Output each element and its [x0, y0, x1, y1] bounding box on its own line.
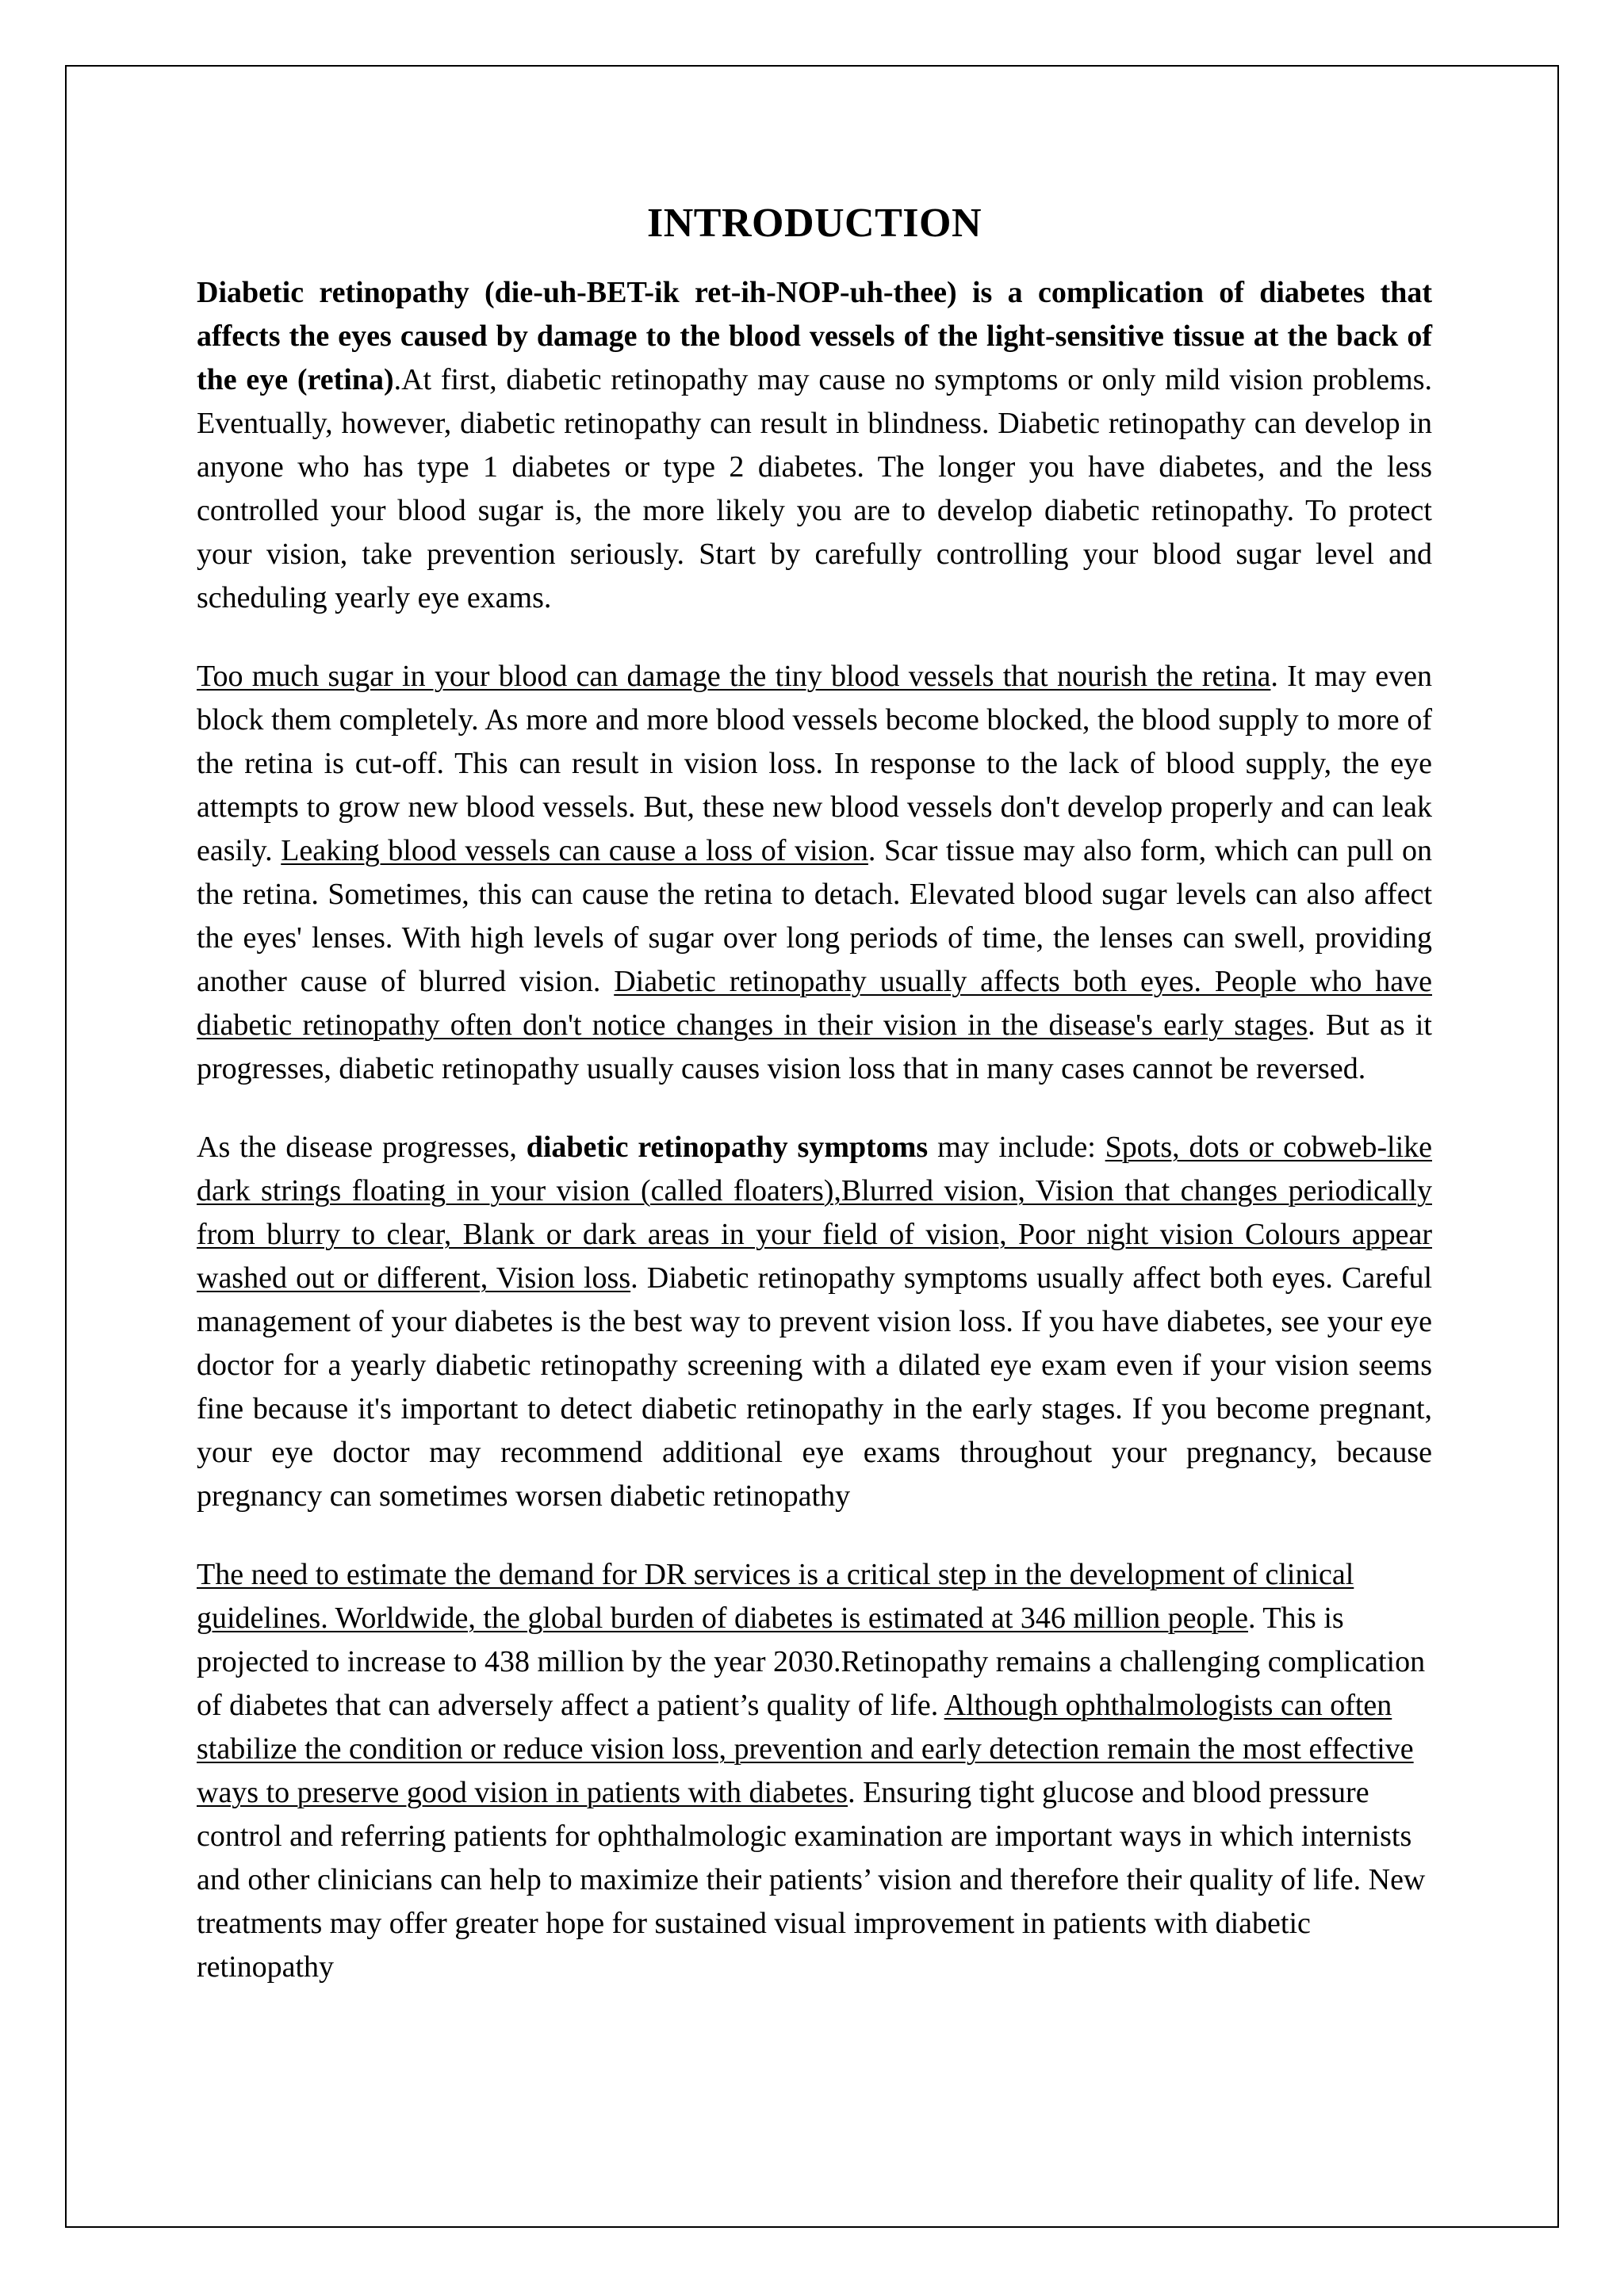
burden-underlined-2: Although ophthalmologists can often stabilize the condition or reduce vision loss, prevention and early detection remain the most effective ways to preserve good vision in patients with diabetes: [197, 1689, 1414, 1809]
page-title: INTRODUCTION: [646, 201, 982, 246]
causes-text-2: . Scar tissue may also form, which can pull on the retina. Sometimes, this can cause the retina to detach. Elevated blood sugar levels can also affect the eyes' lenses. With high levels of sugar over long periods of time, the lenses can swell, providing another cause of blurred vision.: [197, 834, 1433, 998]
document-body: [197, 190, 1432, 1989]
paragraph-burden: [197, 1553, 1432, 1989]
causes-underlined-1: Too much sugar in your blood can damage the tiny blood vessels that nourish the retina: [197, 660, 1271, 693]
symptoms-list-underlined: Spots, dots or cobweb-like dark strings floating in your vision (called floaters),Blurred vision, Vision that changes periodically from blurry to clear, Blank or dark areas in your field of vision, Poor night vision Colours appear washed out or different, Vision loss: [197, 1131, 1432, 1295]
definition-bold-text: Diabetic retinopathy (die-uh-BET-ik ret-ih-NOP-uh-thee) is a complication of diabetes that affects the eyes caused by damage to the blood vessels of the light-sensitive tissue at the back of the eye (retina): [197, 276, 1432, 396]
symptoms-text-1: As the disease progresses,: [197, 1131, 527, 1164]
symptoms-bold-text: diabetic retinopathy symptoms: [526, 1131, 929, 1164]
burden-text-2: . Ensuring tight glucose and blood pressure control and referring patients for ophthalmologic examination are important ways in which internists and other clinicians can help to maximize their patients’ vision and therefore their quality of life. New treatments may offer greater hope for sustained visual improvement in patients with diabetic retinopathy: [197, 1776, 1426, 1984]
symptoms-text-3: . Diabetic retinopathy symptoms usually affect both eyes. Careful management of your diabetes is the best way to prevent vision loss. If you have diabetes, see your eye doctor for a yearly diabetic retinopathy screening with a dilated eye exam even if your vision seems fine because it's important to detect diabetic retinopathy in the early stages. If you become pregnant, your eye doctor may recommend additional eye exams throughout your pregnancy, because pregnancy can sometimes worsen diabetic retinopathy: [197, 1261, 1433, 1513]
causes-underlined-2: Leaking blood vessels can cause a loss of vision: [281, 834, 868, 867]
burden-underlined-1: The need to estimate the demand for DR services is a critical step in the development of clinical guidelines. Worldwide, the global burden of diabetes is estimated at 346 million people: [197, 1558, 1354, 1635]
burden-text-1: . This is projected to increase to 438 million by the year 2030.Retinopathy remains a challenging complication of diabetes that can adversely affect a patient’s quality of life.: [197, 1601, 1426, 1722]
paragraph-definition: [197, 271, 1432, 620]
symptoms-text-2: may include:: [928, 1131, 1105, 1164]
paragraph-symptoms: [197, 1126, 1432, 1518]
paragraph-causes: [197, 655, 1432, 1091]
causes-underlined-3: Diabetic retinopathy usually affects both eyes. People who have diabetic retinopathy often don't notice changes in their vision in the disease's early stages: [197, 965, 1432, 1042]
causes-text-3: . But as it progresses, diabetic retinopathy usually causes vision loss that in many cases cannot be reversed.: [197, 1008, 1432, 1085]
definition-text: .At first, diabetic retinopathy may cause no symptoms or only mild vision problems. Eventually, however, diabetic retinopathy can result in blindness. Diabetic retinopathy can develop in anyone who has type 1 diabetes or type 2 diabetes. The longer you have diabetes, and the less controlled your blood sugar is, the more likely you are to develop diabetic retinopathy. To protect your vision, take prevention seriously. Start by carefully controlling your blood sugar level and scheduling yearly eye exams.: [197, 363, 1432, 614]
causes-text-1: . It may even block them completely. As more and more blood vessels become blocked, the blood supply to more of the retina is cut-off. This can result in vision loss. In response to the lack of blood supply, the eye attempts to grow new blood vessels. But, these new blood vessels don't develop properly and can leak easily.: [197, 660, 1432, 867]
